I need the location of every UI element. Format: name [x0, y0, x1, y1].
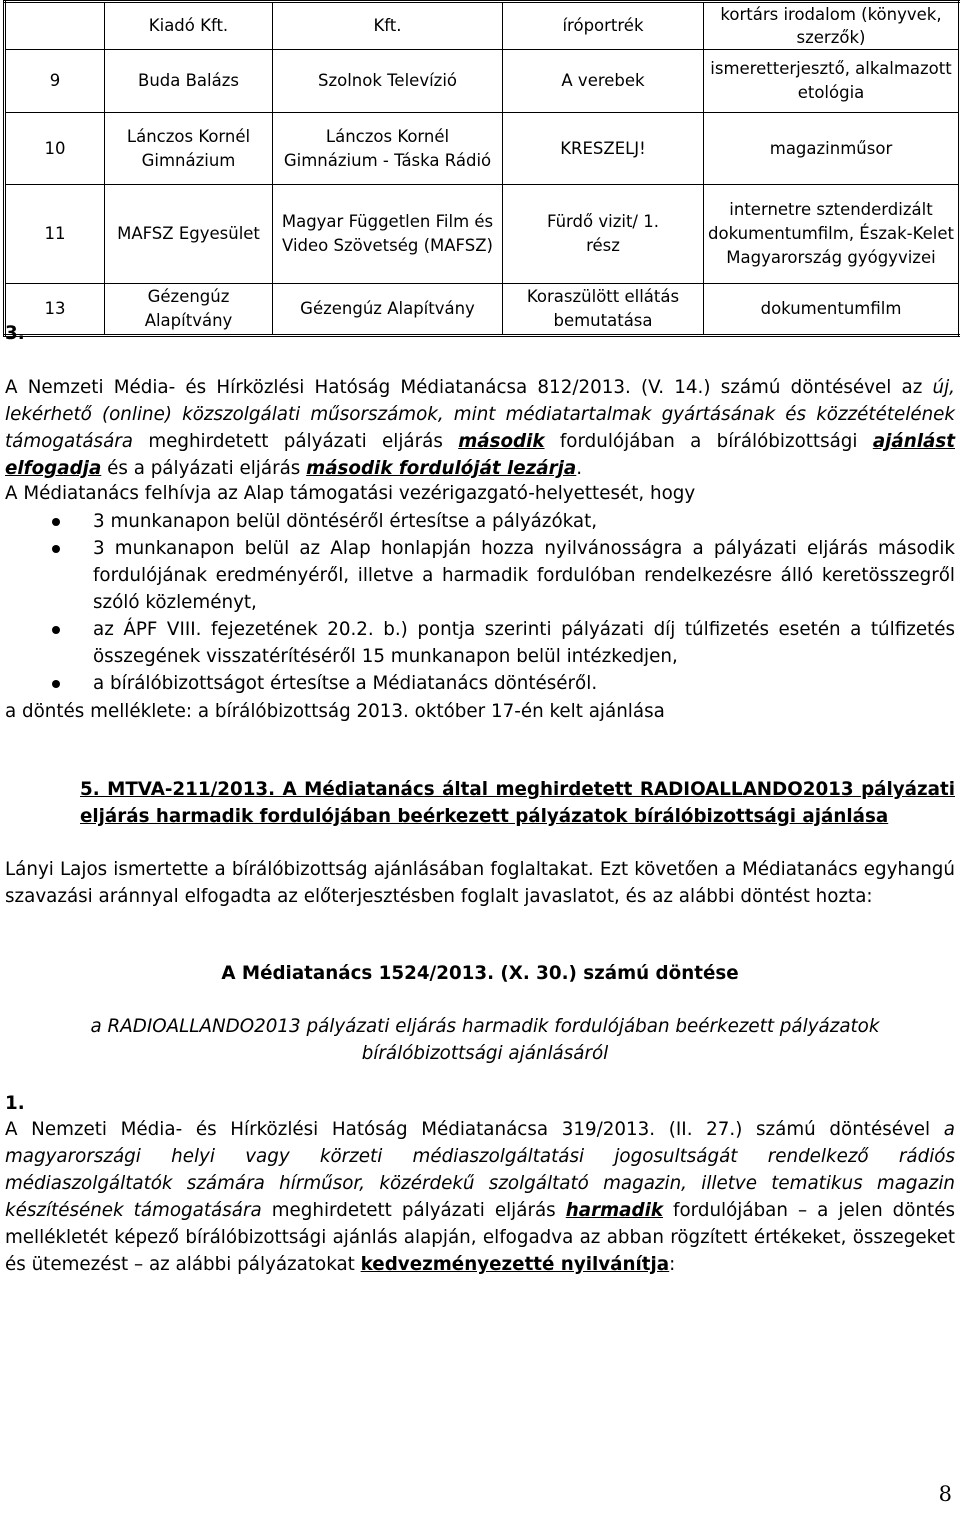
bullet-icon [52, 626, 60, 634]
text-run: meghirdetett pályázati eljárás [133, 431, 459, 452]
text-run: és a pályázati eljárás [101, 458, 307, 479]
point-number: 1. [5, 1093, 25, 1114]
list-item: 3 munkanapon belül az Alap honlapján hozza nyilvánosságra a pályázati eljárás második fordulójának eredményéről, illetve a harmadik fordulóban rendelkezésre álló keretösszegről szóló közleményt, [52, 535, 955, 616]
row-number: 10 [5, 113, 105, 185]
producer-cell: Szolnok Televízió [273, 50, 503, 113]
applicant-cell: Kiadó Kft. [105, 2, 273, 50]
applicant-cell: Buda Balázs [105, 50, 273, 113]
row-number: 9 [5, 50, 105, 113]
applicant-cell: MAFSZ Egyesület [105, 185, 273, 284]
table-row [5, 2, 960, 50]
applicant-cell: Lánczos Kornél Gimnázium [105, 113, 273, 185]
intro-paragraph: Lányi Lajos ismertette a bírálóbizottság ajánlásában foglaltakat. Ezt követően a Médiatanács egyhangú szavazási aránnyal elfogadta az előterjesztésben foglalt javaslatot, és az alábbi döntést hozta: [5, 859, 955, 907]
annex-note: a döntés melléklete: a bírálóbizottság 2013. október 17-én kelt ajánlása [5, 701, 665, 722]
table-row [5, 185, 960, 284]
title-cell: Koraszülött ellátás bemutatása [503, 284, 704, 336]
text-run-italic: a magyarországi helyi vagy körzeti médiaszolgáltatási jogosultságát rendelkező rádiós médiaszolgáltatók számára hírműsor, közérdekű szolgáltató magazin, illetve tematikus magazin készítésének támogatására [5, 1119, 955, 1221]
agenda-heading: 5. MTVA-211/2013. A Médiatanács által meghirdetett RADIOALLANDO2013 pályázati eljárás harmadik fordulójában beérkezett pályázatok bírálóbizottsági ajánlása [80, 779, 955, 827]
list-item: a bírálóbizottságot értesítse a Médiatanács döntéséről. [52, 670, 955, 697]
producer-cell: Kft. [273, 2, 503, 50]
title-cell: íróportrék [503, 2, 704, 50]
title-cell: KRESZELJ! [503, 113, 704, 185]
decision-title: A Médiatanács 1524/2013. (X. 30.) számú döntése [221, 963, 739, 984]
instruction-list [52, 508, 955, 697]
producer-cell: Gézengúz Alapítvány [273, 284, 503, 336]
producer-cell: Lánczos Kornél Gimnázium - Táska Rádió [273, 113, 503, 185]
row-number [5, 2, 105, 50]
list-item: az ÁPF VIII. fejezetének 20.2. b.) pontja szerinti pályázati díj túlfizetés esetén a túlfizetés összegének visszatérítéséről 15 munkanapon belül intézkedjen, [52, 616, 955, 670]
table-row [5, 113, 960, 185]
table-row [5, 50, 960, 113]
text-run-italic: új, lekérhető (online) közszolgálati műsorszámok, mint médiatartalmak gyártásának és közzétételének támogatására [5, 377, 955, 452]
table-row [5, 284, 960, 336]
page-number: 8 [938, 1482, 952, 1506]
text-run-emphasis: második [458, 431, 545, 452]
text-run: fordulójában – a jelen döntés mellékletét képező bírálóbizottsági ajánlás alapján, elfogadva az abban rögzített értékeket, összegeket és ütemezést – az alábbi pályázatokat [5, 1200, 955, 1275]
point1-paragraph [5, 1116, 955, 1278]
bullet-icon [52, 545, 60, 553]
funding-table [3, 0, 958, 337]
bullet-icon [52, 680, 60, 688]
title-cell: Fürdő vizit/ 1. rész [503, 185, 704, 284]
text-run-emphasis: második fordulóját lezárja [306, 458, 577, 479]
genre-cell: internetre sztenderdizált dokumentumfilm, Észak-Kelet Magyarország gyógyvizei [704, 185, 960, 284]
applicant-cell: Gézengúz Alapítvány [105, 284, 273, 336]
text-run-bold: kedvezményezetté nyilvánítja [360, 1254, 670, 1275]
genre-cell: kortárs irodalom (könyvek, szerzők) [704, 2, 960, 50]
row-number: 13 [5, 284, 105, 336]
section-number: 3. [5, 323, 25, 344]
row-number: 11 [5, 185, 105, 284]
text-run: fordulójában a bírálóbizottsági [544, 431, 873, 452]
text-run: meghirdetett pályázati eljárás [261, 1200, 566, 1221]
genre-cell: ismeretterjesztő, alkalmazott etológia [704, 50, 960, 113]
title-cell: A verebek [503, 50, 704, 113]
text-run: : [669, 1254, 676, 1275]
decision-paragraph [5, 374, 955, 482]
instruction-paragraph: A Médiatanács felhívja az Alap támogatási vezérigazgató-helyettesét, hogy [5, 483, 696, 504]
producer-cell: Magyar Független Film és Video Szövetség (MAFSZ) [273, 185, 503, 284]
genre-cell: dokumentumfilm [704, 284, 960, 336]
text-run-emphasis: ajánlást elfogadja [5, 431, 955, 479]
genre-cell: magazinműsor [704, 113, 960, 185]
decision-subtitle: a RADIOALLANDO2013 pályázati eljárás harmadik fordulójában beérkezett pályázatok bírálóbizottsági ajánlásáról [90, 1016, 880, 1064]
text-run: . [576, 458, 583, 479]
list-item: 3 munkanapon belül döntéséről értesítse a pályázókat, [52, 508, 955, 535]
text-run: A Nemzeti Média- és Hírközlési Hatóság Médiatanácsa 319/2013. (II. 27.) számú döntésével [5, 1119, 944, 1140]
text-run-emphasis: harmadik [565, 1200, 663, 1221]
text-run: A Nemzeti Média- és Hírközlési Hatóság Médiatanácsa 812/2013. (V. 14.) számú döntésével az [5, 377, 933, 398]
bullet-icon [52, 518, 60, 526]
